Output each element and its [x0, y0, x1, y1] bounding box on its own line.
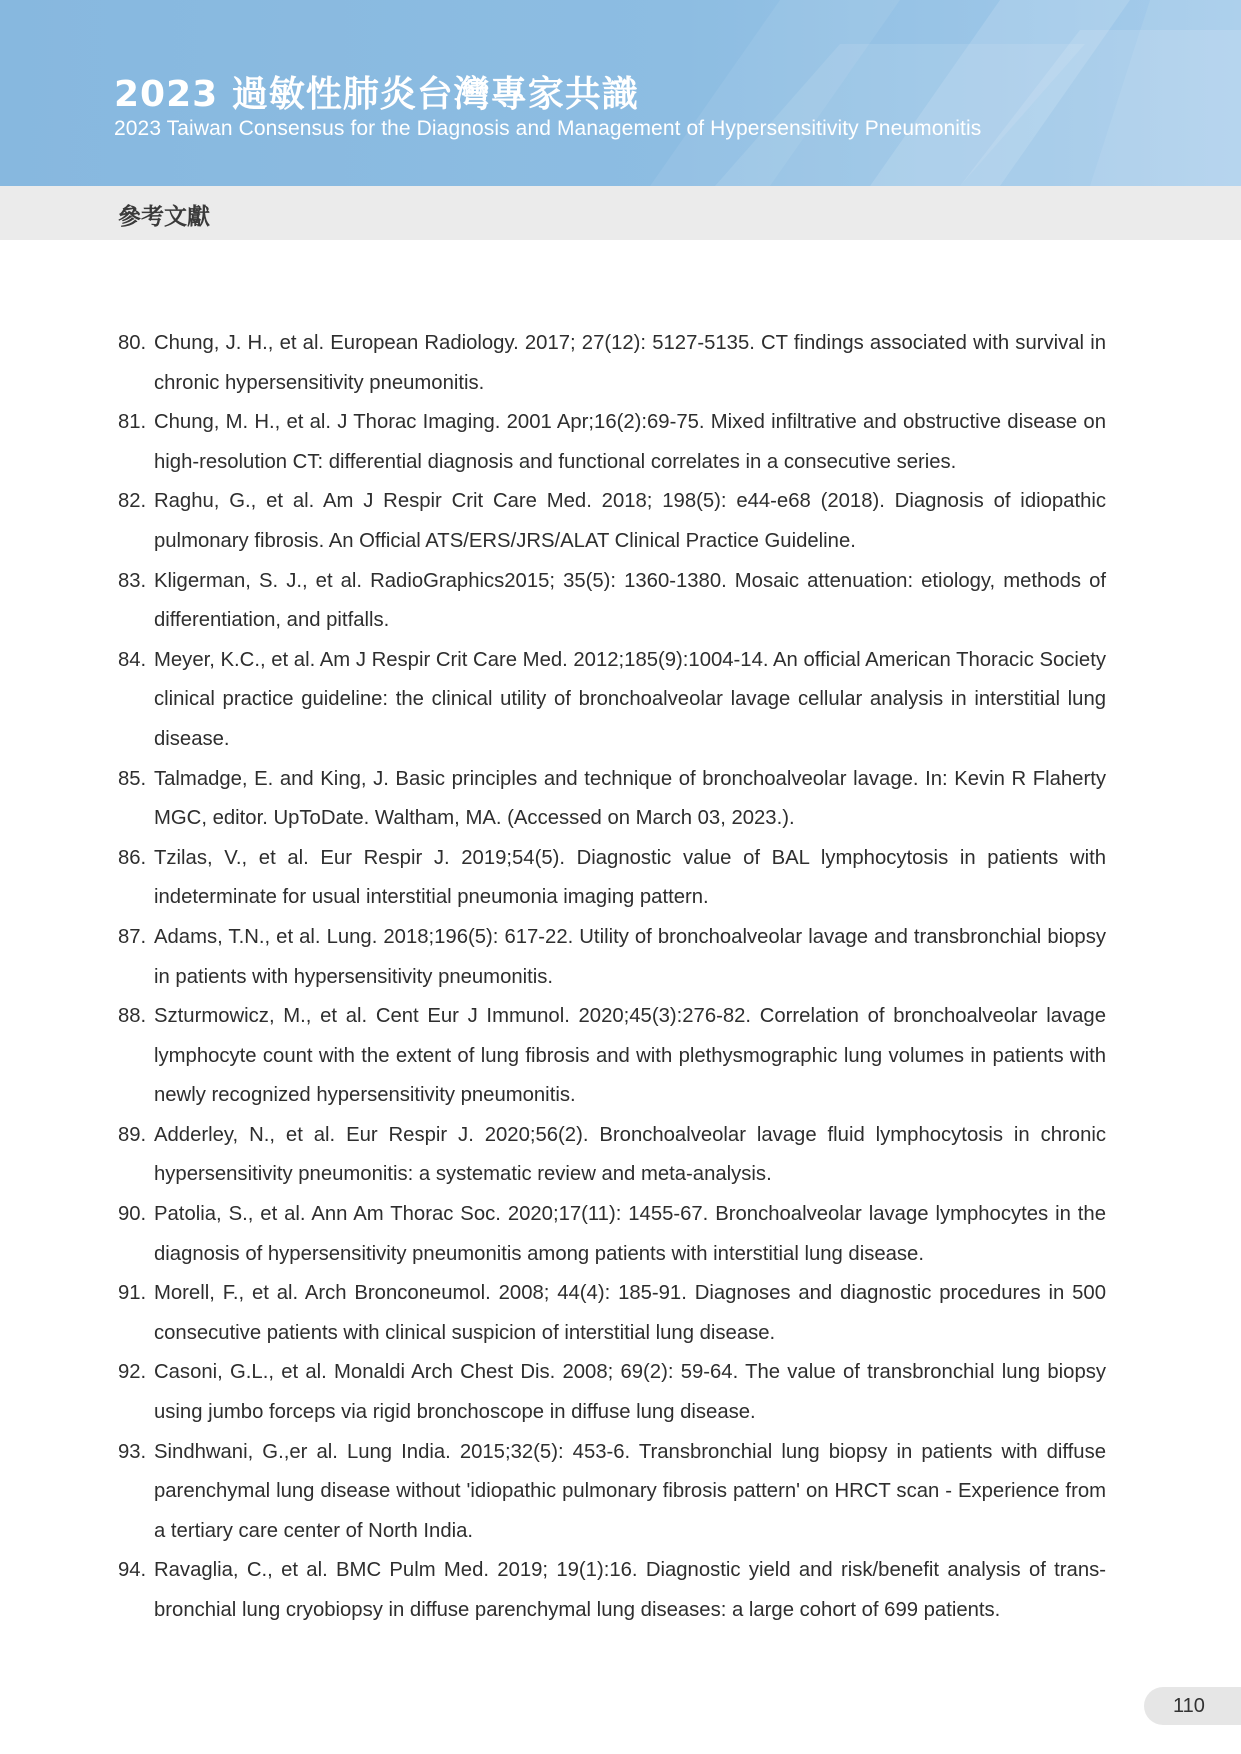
- reference-item: [118, 760, 1106, 839]
- reference-number: 81.: [118, 411, 147, 434]
- reference-text: Chung, M. H., et al. J Thorac Imaging. 2001 Apr;16(2):69-75. Mixed infiltrative and obstructive disease on high-resolution CT: differential diagnosis and functional correlates in a consecutive series.: [154, 411, 1106, 473]
- reference-item: [118, 1195, 1106, 1274]
- reference-item: [118, 1116, 1106, 1195]
- reference-item: [118, 1433, 1106, 1552]
- section-title: 參考文獻: [118, 204, 210, 230]
- reference-item: [118, 562, 1106, 641]
- page-number: 110: [1173, 1695, 1205, 1717]
- reference-text: Tzilas, V., et al. Eur Respir J. 2019;54(5). Diagnostic value of BAL lymphocytosis in patients with indeterminate for usual interstitial pneumonia imaging pattern.: [154, 846, 1106, 909]
- reference-text: Chung, J. H., et al. European Radiology. 2017; 27(12): 5127-5135. CT findings associated with survival in chronic hypersensitivity pneumonitis.: [154, 332, 1106, 394]
- header-banner: [0, 0, 1241, 186]
- reference-text: Ravaglia, C., et al. BMC Pulm Med. 2019; 19(1):16. Diagnostic yield and risk/benefit analysis of trans-bronchial lung cryobiopsy in diffuse parenchymal lung diseases: a large cohort of 699 patients.: [154, 1559, 1106, 1621]
- reference-text: Adderley, N., et al. Eur Respir J. 2020;56(2). Bronchoalveolar lavage fluid lymphocytosis in chronic hypersensitivity pneumonitis: a systematic review and meta-analysis.: [154, 1123, 1106, 1186]
- document-title-english: 2023 Taiwan Consensus for the Diagnosis and Management of Hypersensitivity Pneumonitis: [114, 117, 982, 140]
- reference-item: [118, 403, 1106, 482]
- page-number-tab: [1144, 1687, 1241, 1725]
- reference-number: 87.: [118, 925, 147, 948]
- reference-text: Talmadge, E. and King, J. Basic principles and technique of bronchoalveolar lavage. In: Kevin R Flaherty MGC, editor. UpToDate. Waltham, MA. (Accessed on March 03, 2023.).: [154, 767, 1106, 830]
- reference-list: [118, 324, 1106, 1631]
- reference-item: [118, 839, 1106, 918]
- document-title-chinese: 2023 過敏性肺炎台灣專家共識: [114, 74, 639, 115]
- reference-text: Casoni, G.L., et al. Monaldi Arch Chest Dis. 2008; 69(2): 59-64. The value of transbronchial lung biopsy using jumbo forceps via rigid bronchoscope in diffuse lung disease.: [154, 1361, 1106, 1424]
- reference-number: 88.: [118, 1005, 147, 1028]
- reference-item: [118, 1551, 1106, 1630]
- reference-text: Sindhwani, G.,er al. Lung India. 2015;32(5): 453-6. Transbronchial lung biopsy in patients with diffuse parenchymal lung disease without 'idiopathic pulmonary fibrosis pattern' on HRCT scan - Experience from a tertiary care center of North India.: [154, 1440, 1106, 1542]
- reference-number: 86.: [118, 846, 147, 869]
- reference-item: [118, 324, 1106, 403]
- reference-number: 94.: [118, 1559, 147, 1582]
- reference-number: 90.: [118, 1203, 147, 1226]
- reference-number: 82.: [118, 490, 147, 513]
- reference-number: 85.: [118, 767, 147, 790]
- reference-text: Szturmowicz, M., et al. Cent Eur J Immunol. 2020;45(3):276-82. Correlation of bronchoalveolar lavage lymphocyte count with the extent of lung fibrosis and with plethysmographic lung volumes in patients with newly recognized hypersensitivity pneumonitis.: [154, 1005, 1106, 1107]
- reference-text: Meyer, K.C., et al. Am J Respir Crit Care Med. 2012;185(9):1004-14. An official American Thoracic Society clinical practice guideline: the clinical utility of bronchoalveolar lavage cellular analysis in interstitial lung disease.: [154, 648, 1106, 750]
- reference-number: 91.: [118, 1282, 147, 1305]
- reference-text: Kligerman, S. J., et al. RadioGraphics2015; 35(5): 1360-1380. Mosaic attenuation: etiology, methods of differentiation, and pitfalls.: [154, 569, 1106, 632]
- reference-item: [118, 1353, 1106, 1432]
- reference-number: 93.: [118, 1440, 147, 1463]
- reference-item: [118, 918, 1106, 997]
- reference-number: 92.: [118, 1361, 147, 1384]
- reference-text: Raghu, G., et al. Am J Respir Crit Care Med. 2018; 198(5): e44-e68 (2018). Diagnosis of idiopathic pulmonary fibrosis. An Official ATS/ERS/JRS/ALAT Clinical Practice Guideline.: [154, 490, 1106, 552]
- reference-item: [118, 641, 1106, 760]
- reference-item: [118, 1274, 1106, 1353]
- reference-item: [118, 997, 1106, 1116]
- section-header-bar: [0, 186, 1241, 240]
- reference-item: [118, 482, 1106, 561]
- reference-text: Morell, F., et al. Arch Bronconeumol. 2008; 44(4): 185-91. Diagnoses and diagnostic procedures in 500 consecutive patients with clinical suspicion of interstitial lung disease.: [154, 1282, 1106, 1344]
- reference-number: 89.: [118, 1123, 147, 1146]
- reference-number: 84.: [118, 648, 147, 671]
- reference-number: 83.: [118, 569, 147, 592]
- reference-text: Adams, T.N., et al. Lung. 2018;196(5): 617-22. Utility of bronchoalveolar lavage and transbronchial biopsy in patients with hypersensitivity pneumonitis.: [154, 925, 1106, 988]
- reference-number: 80.: [118, 332, 147, 354]
- reference-text: Patolia, S., et al. Ann Am Thorac Soc. 2020;17(11): 1455-67. Bronchoalveolar lavage lymphocytes in the diagnosis of hypersensitivity pneumonitis among patients with interstitial lung disease.: [154, 1203, 1106, 1265]
